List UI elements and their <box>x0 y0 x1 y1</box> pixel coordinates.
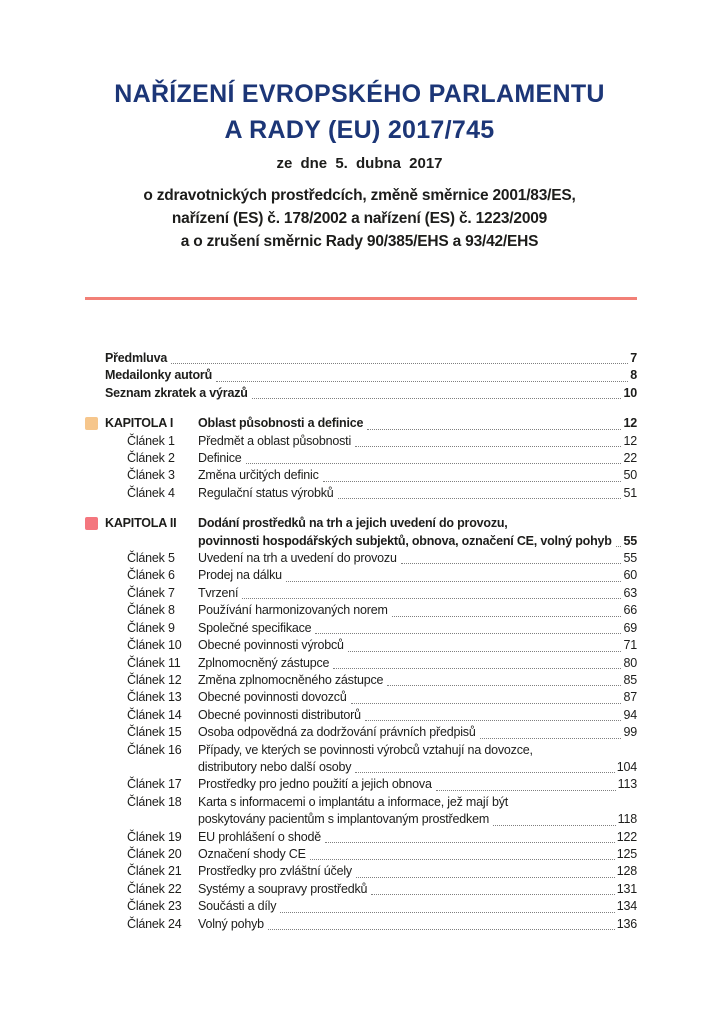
toc-entry <box>85 467 637 484</box>
toc-entry-title: Změna zplnomocněného zástupce <box>198 672 384 687</box>
regulation-date: ze dne 5. dubna 2017 <box>276 155 443 172</box>
toc-entry-page: 122 <box>616 829 637 844</box>
regulation-subtitle <box>0 184 719 253</box>
toc-line <box>198 689 637 706</box>
dotted-leader <box>252 398 622 399</box>
toc-entry-label: Článek 24 <box>127 916 182 931</box>
dotted-leader <box>367 429 621 430</box>
toc-entry <box>85 567 637 584</box>
toc-entry-body <box>198 415 637 432</box>
toc-entry-label: Článek 13 <box>127 690 182 705</box>
toc-line <box>198 655 637 672</box>
toc-entry-title: Prostředky pro jedno použití a jejich obnova <box>198 777 432 792</box>
toc-entry-page: 125 <box>616 846 637 861</box>
toc-entry <box>85 689 637 706</box>
toc-entry <box>85 724 637 741</box>
toc-entry-label: Článek 1 <box>127 433 175 448</box>
toc-line <box>198 550 637 567</box>
toc-entry <box>85 485 637 502</box>
toc-entry-title: Předmluva <box>105 351 168 365</box>
toc-entry-title: Používání harmonizovaných norem <box>198 603 388 618</box>
toc-entry-title: Změna určitých definic <box>198 468 319 483</box>
toc-entry-title: Dodání prostředků na trh a jejich uvedení do provozu, <box>198 516 508 531</box>
toc-entry <box>85 602 637 619</box>
dotted-leader <box>356 877 615 878</box>
toc-entry-title: Předmět a oblast působnosti <box>198 433 352 448</box>
toc-line <box>198 450 637 467</box>
dotted-leader <box>310 859 615 860</box>
dotted-leader <box>355 446 621 447</box>
toc-entry-title: Součásti a díly <box>198 899 277 914</box>
toc-entry-body <box>198 898 637 915</box>
toc-entry-title: Společné specifikace <box>198 620 312 635</box>
dotted-leader <box>338 498 622 499</box>
toc-line <box>198 707 637 724</box>
toc-entry-page: 118 <box>617 812 637 827</box>
dotted-leader <box>392 616 622 617</box>
toc-entry-body <box>198 602 637 619</box>
toc-entry-body <box>198 585 637 602</box>
toc-entry <box>85 794 637 829</box>
toc-entry-page: 60 <box>623 568 637 583</box>
dotted-leader <box>348 651 622 652</box>
toc-line <box>198 776 637 793</box>
toc-entry-page: 99 <box>623 725 637 740</box>
toc-entry-page: 69 <box>623 620 637 635</box>
toc-entry-page: 22 <box>623 451 637 466</box>
toc-entry-title: Obecné povinnosti dovozců <box>198 690 347 705</box>
dotted-leader <box>333 668 621 669</box>
toc-entry-page: 136 <box>616 916 637 931</box>
toc-entry-label: Článek 4 <box>127 485 175 500</box>
toc-entry-label: Článek 19 <box>127 829 182 844</box>
toc-entry-page: 104 <box>616 759 637 774</box>
marker-column <box>85 515 105 530</box>
toc-line <box>198 637 637 654</box>
toc-entry-page: 85 <box>623 672 637 687</box>
toc-entry-label: Článek 12 <box>127 672 182 687</box>
toc-line <box>198 585 637 602</box>
toc-entry-title: Prostředky pro zvláštní účely <box>198 864 352 879</box>
toc-entry-body <box>198 433 637 450</box>
toc-entry <box>85 672 637 689</box>
red-divider-rule <box>85 297 637 300</box>
toc-entry-body <box>198 707 637 724</box>
toc-line <box>198 515 637 532</box>
toc-line <box>198 898 637 915</box>
toc-entry <box>85 585 637 602</box>
toc-entry-page: 131 <box>616 881 637 896</box>
toc-entry-label: Článek 10 <box>127 638 182 653</box>
toc-entry-label: Článek 21 <box>127 864 182 879</box>
dotted-leader <box>246 463 622 464</box>
toc-entry-title: Oblast působnosti a definice <box>198 416 364 431</box>
dotted-leader <box>355 772 614 773</box>
chapter-group <box>85 415 637 502</box>
toc-entry <box>85 829 637 846</box>
toc-entry-body <box>198 467 637 484</box>
toc-entry-title: Obecné povinnosti distributorů <box>198 707 361 722</box>
toc-line <box>198 724 637 741</box>
subtitle-line-1: o zdravotnických prostředcích, změně směrnice 2001/83/ES, <box>143 187 576 204</box>
dotted-leader <box>268 929 615 930</box>
toc-entry <box>85 637 637 654</box>
title-line-1: NAŘÍZENÍ EVROPSKÉHO PARLAMENTU <box>114 80 605 108</box>
toc-entry-body <box>198 846 637 863</box>
toc-entry <box>85 367 637 384</box>
toc-entry-body <box>198 515 637 550</box>
toc-entry-title: Tvrzení <box>198 585 239 600</box>
toc-entry <box>85 350 637 367</box>
toc-entry-page: 8 <box>630 368 637 383</box>
toc-line <box>198 759 637 776</box>
toc-entry-label: Článek 2 <box>127 451 175 466</box>
toc-entry-body <box>198 672 637 689</box>
toc-entry-body <box>198 881 637 898</box>
toc-entry <box>85 916 637 933</box>
toc-line <box>198 433 637 450</box>
toc-line <box>198 533 637 550</box>
toc-line <box>198 567 637 584</box>
dotted-leader <box>401 563 622 564</box>
toc-entry-body <box>198 916 637 933</box>
toc-entry-body <box>105 367 637 384</box>
toc-entry-page: 66 <box>623 603 637 618</box>
toc-entry-label: Článek 9 <box>127 620 175 635</box>
toc-line <box>198 811 637 828</box>
dotted-leader <box>323 481 622 482</box>
toc-entry-page: 10 <box>623 385 637 400</box>
toc-entry-label: Článek 17 <box>127 777 182 792</box>
toc-entry-body <box>105 350 637 367</box>
toc-line <box>198 620 637 637</box>
toc-entry-page: 7 <box>630 351 637 365</box>
toc-entry-body <box>198 724 637 741</box>
toc-entry-label: KAPITOLA II <box>105 516 177 531</box>
toc-entry-label: Článek 23 <box>127 899 182 914</box>
toc-entry-page: 113 <box>617 777 637 792</box>
chapter-marker-icon <box>85 417 98 430</box>
dotted-leader <box>280 912 614 913</box>
toc-entry-page: 134 <box>616 899 637 914</box>
dotted-leader <box>480 738 622 739</box>
toc-entry-title: poskytovány pacientům s implantovaným prostředkem <box>198 812 490 827</box>
toc-entry-label: Článek 16 <box>127 742 182 757</box>
toc-entry-title: Seznam zkratek a výrazů <box>105 385 248 400</box>
toc-entry-body <box>198 689 637 706</box>
toc-line <box>105 367 637 384</box>
toc-entry-body <box>198 550 637 567</box>
toc-entry-title: Systémy a soupravy prostředků <box>198 881 368 896</box>
toc-entry-page: 55 <box>623 533 637 548</box>
regulation-title <box>0 76 719 148</box>
toc-entry-label: Článek 18 <box>127 794 182 809</box>
toc-entry-page: 55 <box>623 551 637 566</box>
toc-line <box>198 672 637 689</box>
toc-entry-body <box>198 863 637 880</box>
toc-entry-body <box>198 637 637 654</box>
toc-entry-title: Regulační status výrobků <box>198 485 334 500</box>
dotted-leader <box>351 703 622 704</box>
toc-entry <box>85 655 637 672</box>
toc-entry-title: Osoba odpovědná za dodržování právních předpisů <box>198 725 476 740</box>
toc-entry-body <box>105 385 637 402</box>
toc-entry <box>85 707 637 724</box>
toc-entry-body <box>198 450 637 467</box>
toc-entry <box>85 898 637 915</box>
toc-entry-body <box>198 620 637 637</box>
toc-entry-label: Článek 15 <box>127 725 182 740</box>
toc-entry-label: Článek 20 <box>127 846 182 861</box>
toc-entry <box>85 515 637 550</box>
toc-entry-page: 12 <box>623 416 637 431</box>
toc-entry-body <box>198 776 637 793</box>
chapter-marker-icon <box>85 517 98 530</box>
dotted-leader <box>216 381 628 382</box>
toc-entry-label: KAPITOLA I <box>105 416 174 431</box>
toc-line <box>198 829 637 846</box>
toc-entry-title: Medailonky autorů <box>105 368 213 383</box>
document-header <box>0 0 719 253</box>
toc-entry-label: Článek 3 <box>127 468 175 483</box>
dotted-leader <box>171 363 628 364</box>
toc-line <box>105 350 637 367</box>
subtitle-line-2: nařízení (ES) č. 178/2002 a nařízení (ES) č. 1223/2009 <box>171 210 548 227</box>
toc-entry-title: Karta s informacemi o implantátu a informace, jež mají být <box>198 794 509 809</box>
toc-line <box>198 742 637 759</box>
toc-line <box>198 485 637 502</box>
toc-entry-label: Článek 7 <box>127 585 175 600</box>
toc-entry-label: Článek 8 <box>127 603 175 618</box>
toc-entry-title: povinnosti hospodářských subjektů, obnova, označení CE, volný pohyb <box>198 533 612 548</box>
toc-entry <box>85 742 637 777</box>
dotted-leader <box>387 685 621 686</box>
toc-entry-page: 12 <box>623 433 637 448</box>
chapter-group <box>85 515 637 933</box>
toc-entry-title: Prodej na dálku <box>198 568 282 583</box>
toc-line <box>198 794 637 811</box>
dotted-leader <box>371 894 614 895</box>
dotted-leader <box>436 790 616 791</box>
dotted-leader <box>315 633 621 634</box>
toc-entry-title: Zplnomocněný zástupce <box>198 655 330 670</box>
toc-line <box>198 916 637 933</box>
toc-entry-title: Označení shody CE <box>198 846 306 861</box>
toc-entry-body <box>198 567 637 584</box>
toc-entry <box>85 550 637 567</box>
toc-entry <box>85 863 637 880</box>
toc-entry-page: 51 <box>623 485 637 500</box>
dotted-leader <box>365 720 622 721</box>
toc-entry-label: Článek 22 <box>127 881 182 896</box>
table-of-contents <box>85 350 637 933</box>
toc-entry-page: 80 <box>623 655 637 670</box>
toc-entry <box>85 620 637 637</box>
toc-entry-label: Článek 14 <box>127 707 182 722</box>
toc-entry-title: Uvedení na trh a uvedení do provozu <box>198 551 397 566</box>
toc-entry-page: 94 <box>623 707 637 722</box>
toc-entry-title: Případy, ve kterých se povinnosti výrobců vztahují na dovozce, <box>198 742 533 757</box>
toc-entry-label: Článek 6 <box>127 568 175 583</box>
toc-line <box>198 602 637 619</box>
toc-entry-title: distributory nebo další osoby <box>198 759 352 774</box>
toc-line <box>198 863 637 880</box>
toc-entry-page: 71 <box>623 638 637 653</box>
toc-line <box>198 881 637 898</box>
subtitle-line-3: a o zrušení směrnic Rady 90/385/EHS a 93/42/EHS <box>180 233 539 250</box>
toc-line <box>105 385 637 402</box>
toc-entry <box>85 385 637 402</box>
toc-entry-title: EU prohlášení o shodě <box>198 829 321 844</box>
dotted-leader <box>325 842 615 843</box>
toc-entry-body <box>198 829 637 846</box>
title-line-2: A RADY (EU) 2017/745 <box>224 116 495 144</box>
toc-entry <box>85 450 637 467</box>
toc-line <box>198 415 637 432</box>
dotted-leader <box>616 546 622 547</box>
dotted-leader <box>493 825 616 826</box>
toc-entry <box>85 415 637 432</box>
toc-entry-page: 63 <box>623 585 637 600</box>
toc-line <box>198 846 637 863</box>
toc-entry-page: 50 <box>623 468 637 483</box>
dotted-leader <box>242 598 621 599</box>
toc-entry-body <box>198 794 637 829</box>
toc-entry-title: Obecné povinnosti výrobců <box>198 638 344 653</box>
toc-entry-page: 87 <box>623 690 637 705</box>
toc-entry-label: Článek 11 <box>127 655 181 670</box>
toc-entry <box>85 433 637 450</box>
toc-line <box>198 467 637 484</box>
dotted-leader <box>286 581 622 582</box>
marker-column <box>85 415 105 430</box>
toc-entry-title: Volný pohyb <box>198 916 264 931</box>
toc-entry <box>85 776 637 793</box>
toc-entry <box>85 846 637 863</box>
toc-entry-body <box>198 655 637 672</box>
toc-entry-label: Článek 5 <box>127 551 175 566</box>
toc-entry <box>85 881 637 898</box>
toc-entry-title: Definice <box>198 451 242 466</box>
toc-entry-body <box>198 485 637 502</box>
toc-entry-page: 128 <box>616 864 637 879</box>
toc-entry-body <box>198 742 637 777</box>
